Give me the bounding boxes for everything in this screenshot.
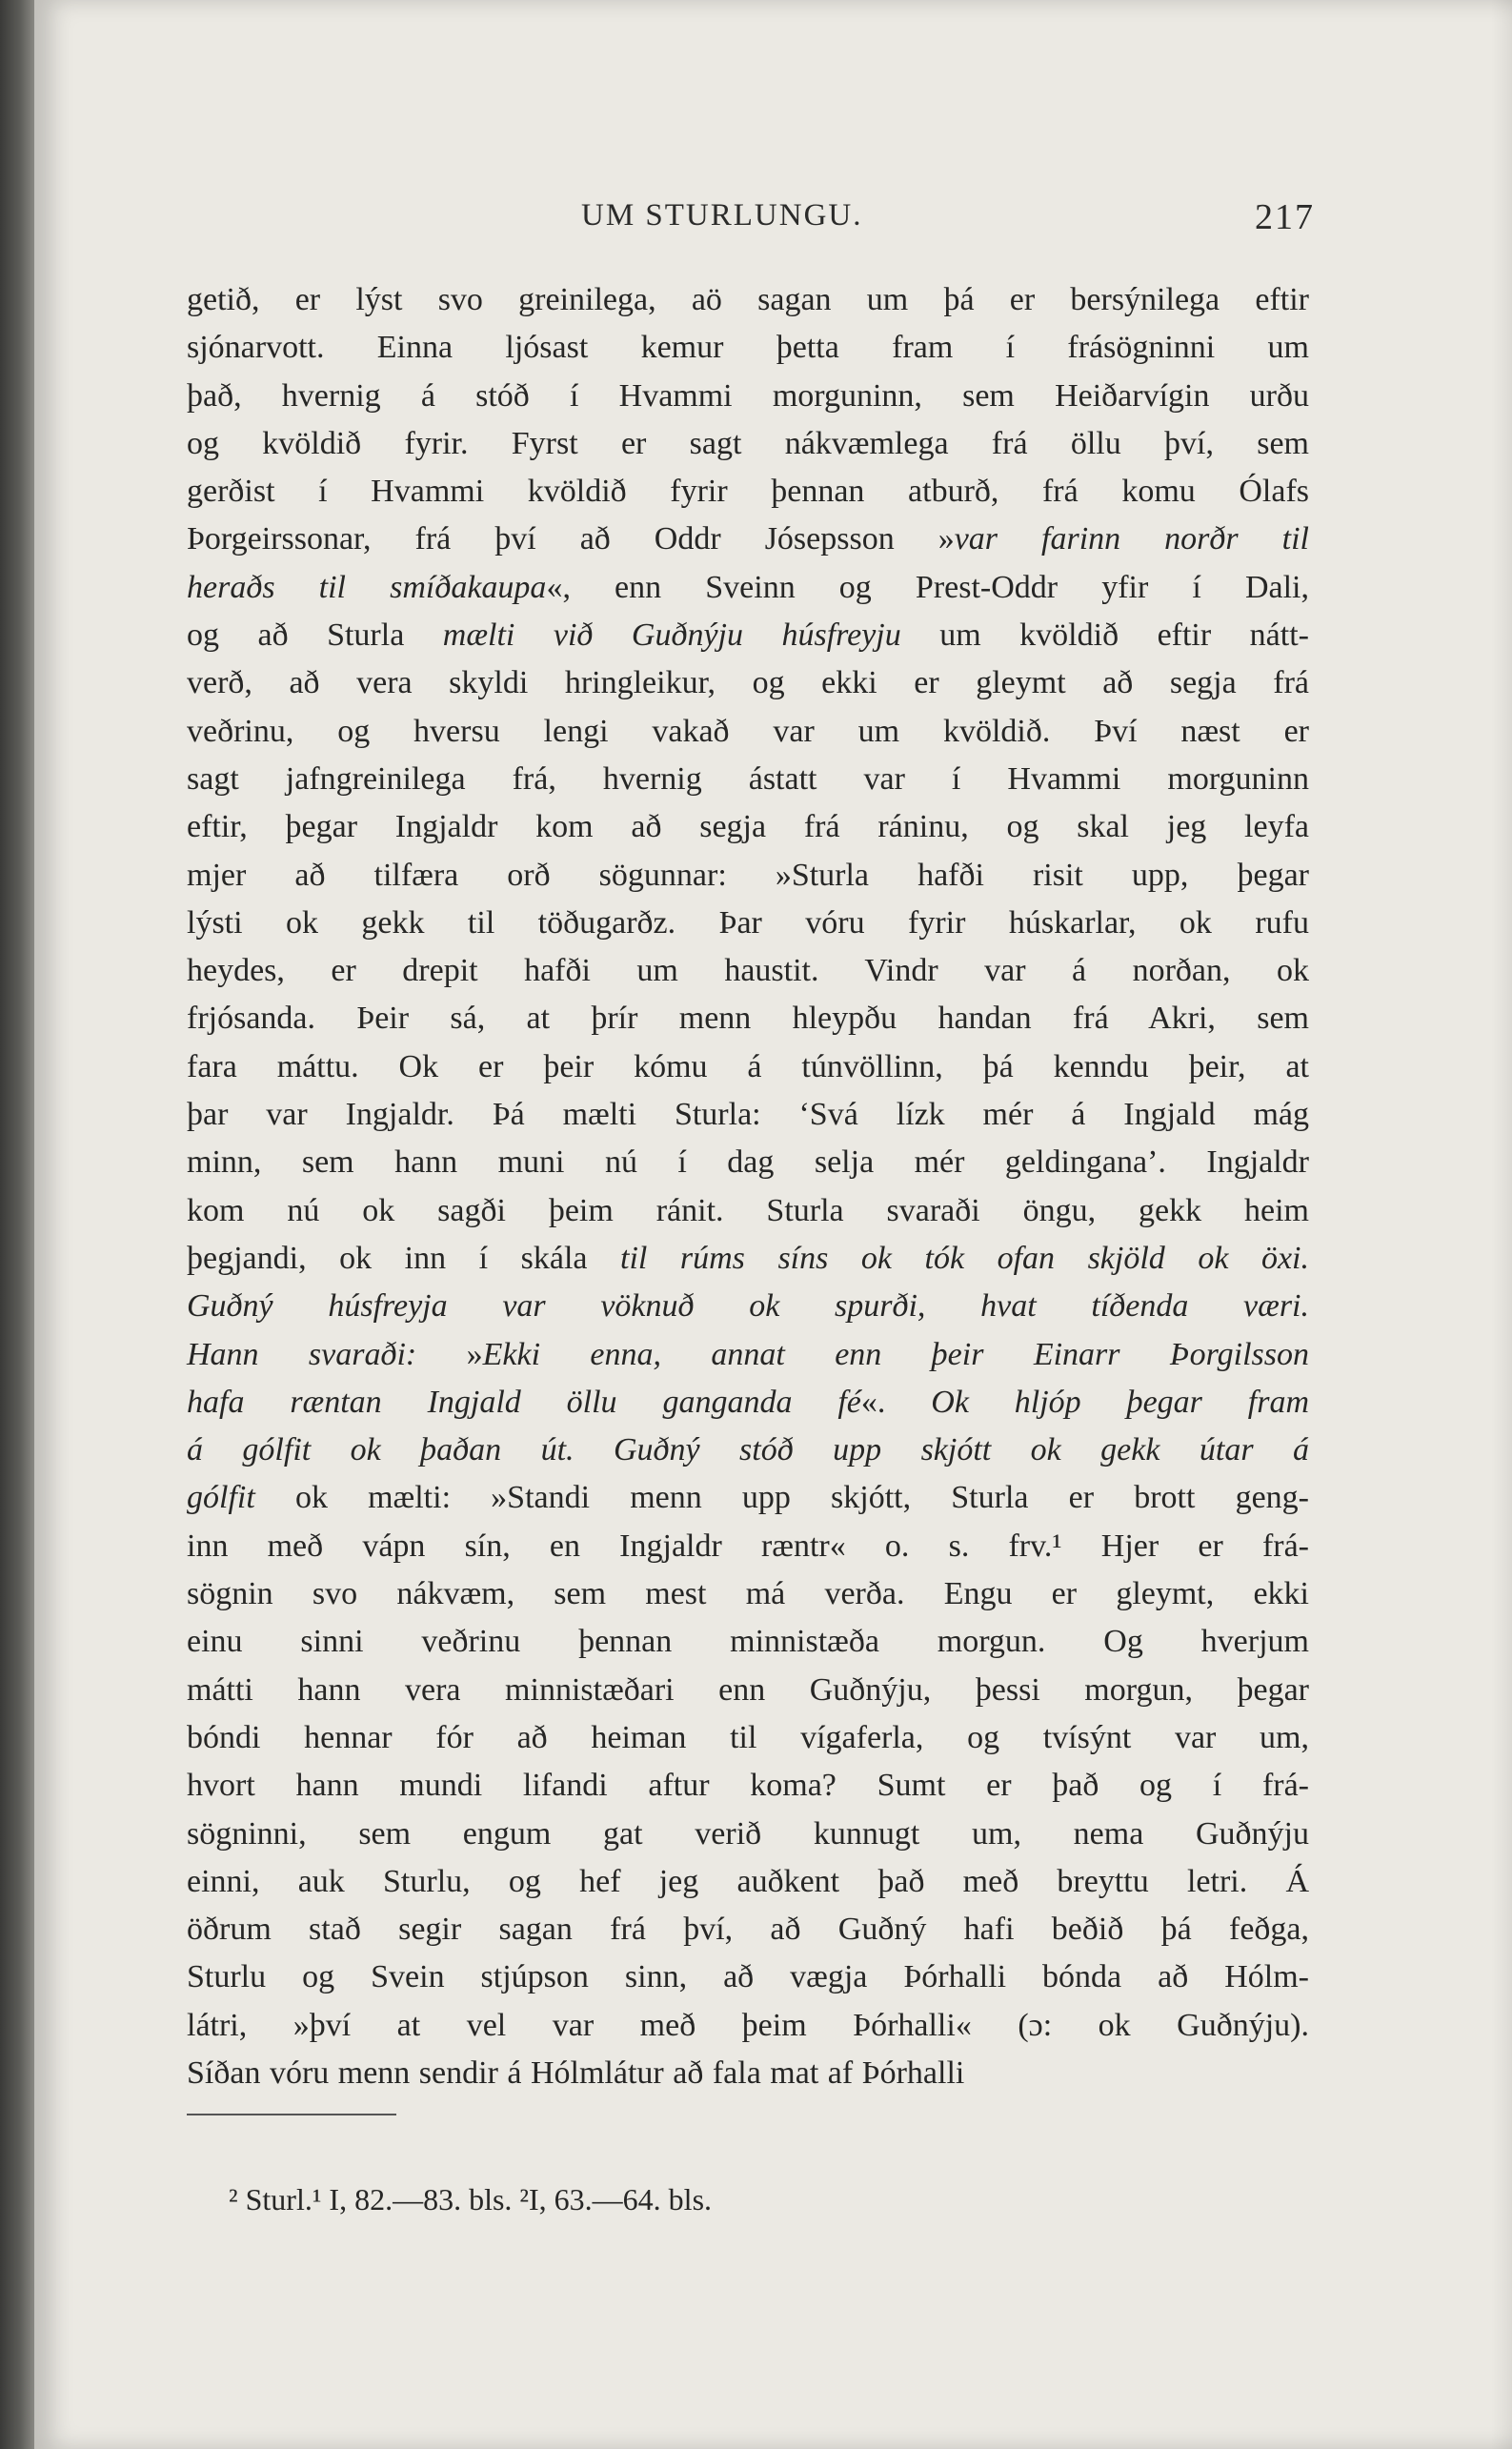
text-line <box>187 1570 1309 1618</box>
text-segment: Síðan vóru menn sendir á Hólmlátur að fala mat af Þórhalli <box>187 2054 965 2091</box>
text-segment: þar var Ingjaldr. Þá mælti Sturla: ‘Svá lízk mér á Ingjald mág <box>187 1097 1309 1133</box>
text-line <box>187 1523 1309 1570</box>
text-segment: Þorgeirssonar, frá því að Oddr Jósepsson » <box>187 521 955 557</box>
text-segment: sögnin svo nákvæm, sem mest má verða. Engu er gleymt, ekki <box>187 1576 1309 1612</box>
text-line <box>187 659 1309 707</box>
italic-segment: Guðný húsfreyja var vöknuð ok spurði, hvat tíðenda væri. <box>187 1288 1309 1325</box>
text-line <box>187 1331 1309 1379</box>
text-segment: getið, er lýst svo greinilega, aö sagan um þá er bersýnilega eftir <box>187 282 1309 317</box>
text-line <box>187 1139 1309 1186</box>
text-line <box>187 468 1309 516</box>
text-segment: fara máttu. Ok er þeir kómu á túnvöllinn, þá kenndu þeir, at <box>187 1048 1309 1084</box>
italic-segment: gólfit <box>187 1480 255 1516</box>
text-line <box>187 324 1309 372</box>
footnote-text: Sturl.¹ I, 82.—83. bls. ²I, 63.—64. bls. <box>245 2182 713 2216</box>
text-segment: frjósanda. Þeir sá, at þrír menn hleypðu handan frá Akri, sem <box>187 1001 1309 1037</box>
text-line <box>187 2002 1309 2050</box>
text-segment: heydes, er drepit hafði um haustit. Vindr var á norðan, ok <box>187 953 1309 989</box>
italic-segment: til rúms síns ok tók ofan skjöld ok öxi. <box>620 1240 1309 1276</box>
text-line <box>187 947 1309 995</box>
text-line <box>187 1091 1309 1139</box>
text-segment: hvort hann mundi lifandi aftur koma? Sumt er það og í frá- <box>187 1768 1309 1804</box>
text-line <box>187 1474 1309 1522</box>
text-line <box>187 1283 1309 1330</box>
text-segment: sjónarvott. Einna ljósast kemur þetta fram í frásögninni um <box>187 330 1309 366</box>
text-segment: um kvöldið eftir nátt- <box>900 617 1309 654</box>
text-segment: ok mælti: »Standi menn upp skjótt, Sturla er brott geng- <box>254 1480 1309 1516</box>
text-line <box>187 1043 1309 1091</box>
text-segment: það, hvernig á stóð í Hvammi morguninn, sem Heiðarvígin urðu <box>187 377 1309 414</box>
text-line <box>187 995 1309 1042</box>
text-line <box>187 1858 1309 1906</box>
text-segment: veðrinu, og hversu lengi vakað var um kvöldið. Því næst er <box>187 713 1309 749</box>
italic-segment: Hann svaraði: <box>187 1336 467 1372</box>
text-segment: «, enn Sveinn og Prest-Oddr yfir í Dali, <box>546 569 1310 605</box>
running-title: UM STURLUNGU. <box>581 198 863 233</box>
text-line <box>187 1714 1309 1762</box>
italic-segment: á gólfit ok þaðan út. Guðný stóð upp skjótt ok gekk útar á <box>187 1432 1309 1468</box>
italic-segment: hafa ræntan Ingjald öllu ganganda fé <box>187 1384 861 1420</box>
text-line <box>187 1762 1309 1810</box>
text-segment: «. <box>860 1384 932 1420</box>
text-segment: og kvöldið fyrir. Fyrst er sagt nákvæmlega frá öllu því, sem <box>187 425 1309 461</box>
text-line <box>187 852 1309 900</box>
text-segment: minn, sem hann muni nú í dag selja mér geldingana’. Ingjaldr <box>187 1144 1309 1181</box>
text-line <box>187 1906 1309 1953</box>
page-number: 217 <box>1255 197 1315 237</box>
text-line <box>187 900 1309 947</box>
footnote-rule <box>187 2114 396 2115</box>
footnotes <box>229 2182 712 2217</box>
text-line <box>187 1187 1309 1235</box>
text-line <box>187 1618 1309 1666</box>
text-segment: » <box>466 1336 483 1372</box>
text-line <box>187 612 1309 659</box>
text-segment: eftir, þegar Ingjaldr kom að segja frá ráninu, og skal jeg leyfa <box>187 809 1309 845</box>
text-segment: gerðist í Hvammi kvöldið fyrir þennan atburð, frá komu Ólafs <box>187 474 1309 510</box>
text-segment: öðrum stað segir sagan frá því, að Guðný hafi beðið þá feðga, <box>187 1912 1309 1948</box>
text-segment: Sturlu og Svein stjúpson sinn, að vægja Þórhalli bónda að Hólm- <box>187 1959 1309 1995</box>
text-line <box>187 708 1309 756</box>
italic-segment: Ok hljóp þegar fram <box>931 1384 1310 1420</box>
italic-segment: var farinn norðr til <box>954 521 1309 557</box>
text-segment: mátti hann vera minnistæðari enn Guðnýju, þessi morgun, þegar <box>187 1671 1309 1708</box>
text-line <box>187 1667 1309 1714</box>
text-segment: bóndi hennar fór að heiman til vígaferla, og tvísýnt var um, <box>187 1719 1309 1755</box>
page-edge <box>1491 0 1512 2449</box>
text-segment: kom nú ok sagði þeim ránit. Sturla svaraði öngu, gekk heim <box>187 1192 1309 1228</box>
text-line <box>187 1379 1309 1427</box>
text-segment: lýsti ok gekk til töðugarðz. Þar vóru fyrir húskarlar, ok rufu <box>187 904 1309 941</box>
footnote-mark: ² <box>229 2182 238 2216</box>
page-header <box>581 198 1315 246</box>
text-line <box>187 420 1309 468</box>
body-text <box>187 276 1309 2097</box>
text-line <box>187 2050 1309 2097</box>
text-line <box>187 1953 1309 2001</box>
text-segment: inn með vápn sín, en Ingjaldr ræntr« o. s. frv.¹ Hjer er frá- <box>187 1528 1309 1564</box>
text-segment: sagt jafngreinilega frá, hvernig ástatt var í Hvammi morguninn <box>187 760 1309 797</box>
text-line <box>187 1427 1309 1474</box>
text-segment: einu sinni veðrinu þennan minnistæða morgun. Og hverjum <box>187 1624 1309 1660</box>
italic-segment: heraðs til smíðakaupa <box>187 569 547 605</box>
text-line <box>187 516 1309 563</box>
italic-segment: mælti við Guðnýju húsfreyju <box>442 617 901 654</box>
text-segment: og að Sturla <box>187 617 443 654</box>
text-line <box>187 564 1309 612</box>
text-segment: sögninni, sem engum gat verið kunnugt um, nema Guðnýju <box>187 1815 1309 1852</box>
text-segment: einni, auk Sturlu, og hef jeg auðkent það með breyttu letri. Á <box>187 1863 1309 1899</box>
text-line <box>187 803 1309 851</box>
text-segment: verð, að vera skyldi hringleikur, og ekki er gleymt að segja frá <box>187 665 1309 701</box>
text-line <box>187 373 1309 420</box>
text-line <box>187 1811 1309 1858</box>
text-segment: látri, »því at vel var með þeim Þórhalli« (ɔ: ok Guðnýju). <box>187 2007 1309 2043</box>
text-line <box>187 1235 1309 1283</box>
text-segment: þegjandi, ok inn í skála <box>187 1240 621 1276</box>
text-line <box>187 276 1309 324</box>
italic-segment: Ekki enna, annat enn þeir Einarr Þorgilsson <box>482 1336 1309 1372</box>
text-line <box>187 756 1309 803</box>
text-segment: mjer að tilfæra orð sögunnar: »Sturla hafði risit upp, þegar <box>187 857 1309 893</box>
